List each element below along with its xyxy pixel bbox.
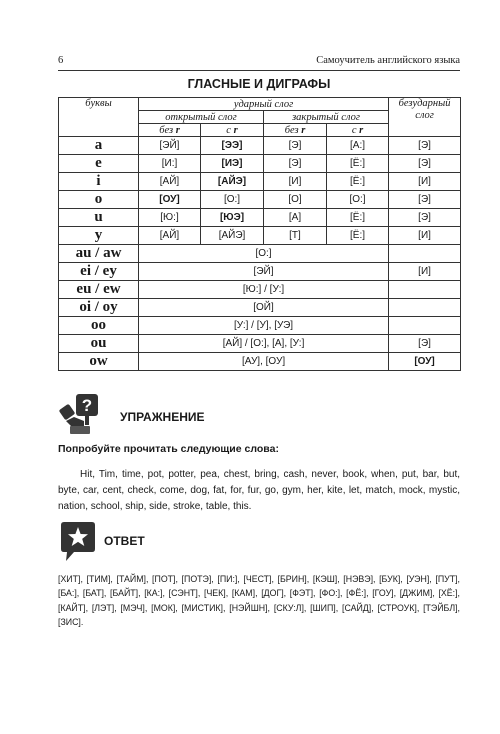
sound-cell: [АЙЭ]	[201, 173, 264, 191]
stressed-sound-cell: [АУ], [ОУ]	[139, 353, 389, 371]
sound-cell: [Ё:]	[327, 155, 389, 173]
sound-cell: [Ё:]	[327, 209, 389, 227]
table-row	[59, 191, 461, 209]
exercise-heading: УПРАЖНЕНИЕ	[120, 410, 205, 424]
digraph-cell: ei / ey	[59, 263, 139, 281]
sound-cell: [Ю:]	[139, 209, 201, 227]
sound-cell: [ИЭ]	[201, 155, 264, 173]
letter-cell: i	[59, 173, 139, 191]
without-r-header: без r	[139, 124, 201, 137]
answer-heading: ОТВЕТ	[104, 534, 145, 548]
table-row	[59, 317, 461, 335]
sound-cell: [АЙ]	[139, 173, 201, 191]
closed-syllable-header: закрытый слог	[264, 111, 389, 124]
page-number: 6	[58, 55, 64, 66]
sound-cell: [О]	[264, 191, 327, 209]
table-row	[59, 245, 461, 263]
stressed-sound-cell: [У:] / [У], [УЭ]	[139, 317, 389, 335]
section-title: ГЛАСНЫЕ И ДИГРАФЫ	[187, 77, 331, 91]
unstressed-sound-cell: [Э]	[389, 335, 461, 353]
digraph-cell: eu / ew	[59, 281, 139, 299]
sound-cell: [А:]	[327, 137, 389, 155]
vowels-table-body	[59, 98, 461, 371]
table-row	[59, 263, 461, 281]
sound-cell: [Э]	[389, 209, 461, 227]
digraph-cell: ou	[59, 335, 139, 353]
unstressed-sound-cell	[389, 299, 461, 317]
table-row	[59, 281, 461, 299]
stressed-sound-cell: [Ю:] / [У:]	[139, 281, 389, 299]
table-row	[59, 227, 461, 245]
sound-cell: [И]	[264, 173, 327, 191]
page-header	[58, 54, 460, 71]
table-row	[59, 137, 461, 155]
letters-header: буквы	[59, 98, 139, 137]
open-syllable-header: открытый слог	[139, 111, 264, 124]
table-row	[59, 173, 461, 191]
vowels-table	[58, 97, 461, 371]
table-row	[59, 353, 461, 371]
sound-cell: [Т]	[264, 227, 327, 245]
unstressed-header: безударный слог	[389, 98, 461, 137]
unstressed-sound-cell	[389, 245, 461, 263]
digraph-cell: ow	[59, 353, 139, 371]
sound-cell: [ЭЙ]	[139, 137, 201, 155]
sound-cell: [А]	[264, 209, 327, 227]
stressed-sound-cell: [ЭЙ]	[139, 263, 389, 281]
unstressed-sound-cell	[389, 317, 461, 335]
letter-cell: o	[59, 191, 139, 209]
sound-cell: [ЭЭ]	[201, 137, 264, 155]
table-row	[59, 209, 461, 227]
with-r-header: с r	[327, 124, 389, 137]
table-row	[59, 335, 461, 353]
sound-cell: [О:]	[327, 191, 389, 209]
sound-cell: [Ё:]	[327, 173, 389, 191]
unstressed-sound-cell: [ОУ]	[389, 353, 461, 371]
sound-cell: [О:]	[201, 191, 264, 209]
sound-cell: [Э]	[389, 191, 461, 209]
stressed-header: ударный слог	[139, 98, 389, 111]
letter-cell: y	[59, 227, 139, 245]
digraph-cell: oi / oy	[59, 299, 139, 317]
sound-cell: [ЮЭ]	[201, 209, 264, 227]
digraph-cell: au / aw	[59, 245, 139, 263]
with-r-header: с r	[201, 124, 264, 137]
sound-cell: [АЙЭ]	[201, 227, 264, 245]
letter-cell: a	[59, 137, 139, 155]
book-title: Самоучитель английского языка	[316, 55, 460, 66]
stressed-sound-cell: [О:]	[139, 245, 389, 263]
answer-text: [ХИТ], [ТИМ], [ТАЙМ], [ПОТ], [ПОТЭ], [ПИ:], [ЧЕСТ], [БРИН], [КЭШ], [НЭВЭ], [БУК], [УЭН], [ПУТ], [БА:], [БАТ], [БАЙТ], [КА:], [СЭНТ], [ЧЕК], [КАМ], [ДОГ], [ФЭТ], [ФО:], [ФЁ:], [ГОУ], [ДЖИМ], [ХЁ:], [КАЙТ], [ЛЭТ], [МЭЧ], [МОК], [МИСТИК], [НЭЙШН], [СКУ:Л], [ШИП], [САЙД], [СТРОУК], [ТЭЙБЛ], [ЗИС].	[58, 574, 460, 628]
sound-cell: [Э]	[264, 137, 327, 155]
sound-cell: [Э]	[389, 155, 461, 173]
sound-cell: [Ё:]	[327, 227, 389, 245]
letter-cell: u	[59, 209, 139, 227]
stressed-sound-cell: [АЙ] / [О:], [А], [У:]	[139, 335, 389, 353]
letter-cell: e	[59, 155, 139, 173]
exercise-words: Hit, Tim, time, pot, potter, pea, chest, bring, cash, never, book, when, put, bar, but, byte, car, cent, check, come, dog, fat, for, fur, go, gym, her, kite, let, match, mock, mystic, nation, school, ship, side, stroke, table, this.	[58, 469, 460, 512]
digraph-cell: oo	[59, 317, 139, 335]
sound-cell: [Э]	[389, 137, 461, 155]
exercise-instruction: Попробуйте прочитать следующие слова:	[58, 443, 279, 455]
without-r-header: без r	[264, 124, 327, 137]
sound-cell: [АЙ]	[139, 227, 201, 245]
table-header-row	[59, 98, 461, 111]
sound-cell: [И:]	[139, 155, 201, 173]
sound-cell: [Э]	[264, 155, 327, 173]
sound-cell: [ОУ]	[139, 191, 201, 209]
unstressed-sound-cell	[389, 281, 461, 299]
table-row	[59, 299, 461, 317]
sound-cell: [И]	[389, 173, 461, 191]
svg-text:?: ?	[81, 396, 93, 415]
hand-with-question-sign-icon	[58, 393, 102, 435]
table-row	[59, 155, 461, 173]
sound-cell: [И]	[389, 227, 461, 245]
star-speech-bubble-icon	[58, 521, 98, 563]
unstressed-sound-cell: [И]	[389, 263, 461, 281]
stressed-sound-cell: [ОЙ]	[139, 299, 389, 317]
